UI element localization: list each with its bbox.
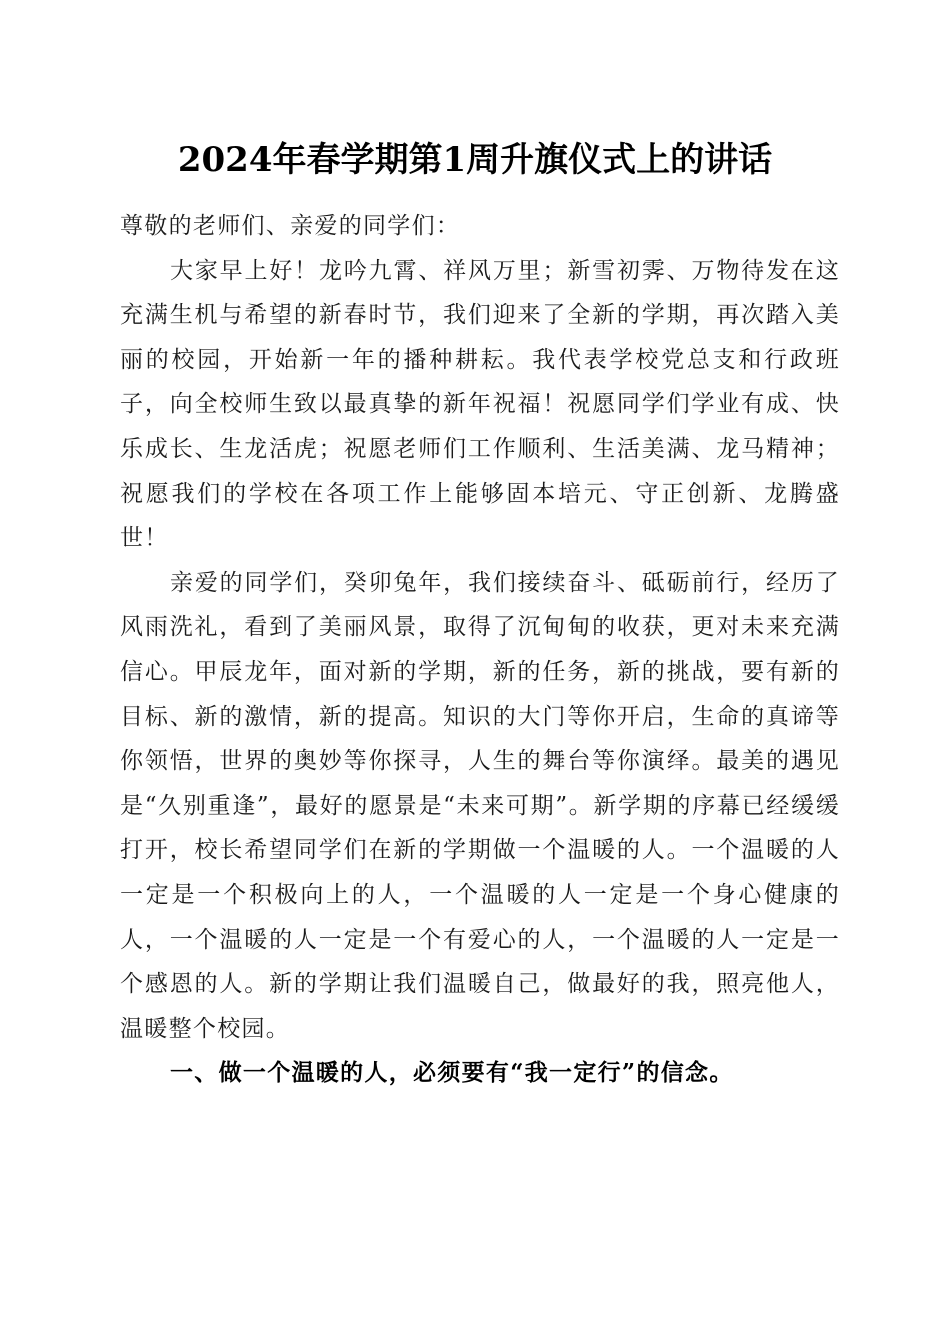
paragraph-new-semester: 亲爱的同学们，癸卯兔年，我们接续奋斗、砥砺前行，经历了风雨洗礼，看到了美丽风景，取得了沉甸甸的收获，更对未来充满信心。甲辰龙年，面对新的学期，新的任务，新的挑战，要有新的目标、新的激情，新的提高。知识的大门等你开启，生命的真谛等你领悟，世界的奥妙等你探寻，人生的舞台等你演绎。最美的遇见是“久别重逢”，最好的愿景是“未来可期”。新学期的序幕已经缓缓打开，校长希望同学们在新的学期做一个温暖的人。一个温暖的人一定是一个积极向上的人，一个温暖的人一定是一个身心健康的人，一个温暖的人一定是一个有爱心的人，一个温暖的人一定是一个感恩的人。新的学期让我们温暖自己，做最好的我，照亮他人，温暖整个校园。 [120, 569, 840, 1042]
document-body [120, 204, 840, 1096]
document-title: 2024年春学期第1周升旗仪式上的讲话 [177, 140, 773, 180]
salutation: 尊敬的老师们、亲爱的同学们： [120, 213, 461, 239]
paragraph-greeting: 大家早上好！龙吟九霄、祥风万里；新雪初霁、万物待发在这充满生机与希望的新春时节，我们迎来了全新的学期，再次踏入美丽的校园，开始新一年的播种耕耘。我代表学校党总支和行政班子，向全校师生致以最真挚的新年祝福！祝愿同学们学业有成、快乐成长、生龙活虎；祝愿老师们工作顺利、生活美满、龙马精神；祝愿我们的学校在各项工作上能够固本培元、守正创新、龙腾盛世！ [120, 257, 840, 552]
section-heading-1: 一、做一个温暖的人，必须要有“我一定行”的信念。 [170, 1059, 734, 1087]
